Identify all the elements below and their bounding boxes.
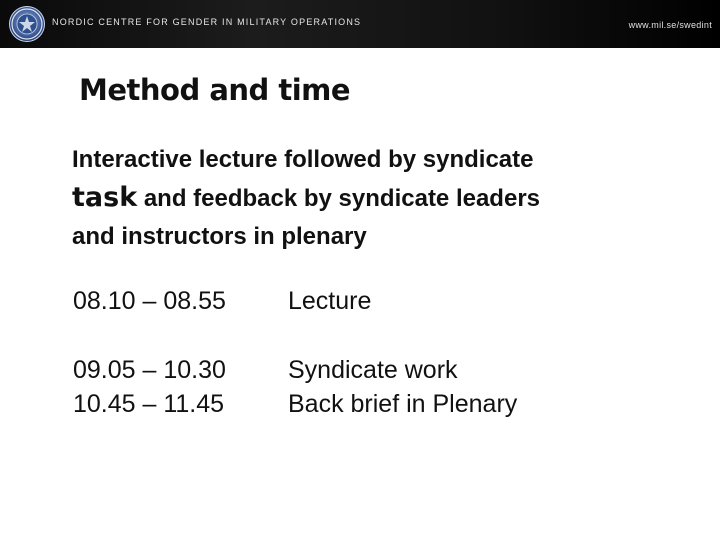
schedule-activity: Back brief in Plenary (288, 390, 518, 418)
intro-line-1: Interactive lecture followed by syndicate (72, 146, 534, 173)
schedule-time: 09.05 – 10.30 (73, 356, 226, 384)
page-title: Method and time (79, 73, 351, 107)
org-name: NORDIC CENTRE FOR GENDER IN MILITARY OPERATIONS (52, 17, 362, 27)
site-url[interactable]: www.mil.se/swedint (628, 20, 712, 30)
intro-emphasis: task (72, 182, 138, 213)
intro-line-2 (72, 179, 652, 218)
schedule-time: 08.10 – 08.55 (73, 287, 226, 315)
intro-line-3: and instructors in plenary (72, 223, 367, 250)
nordic-centre-emblem-icon (9, 6, 45, 42)
schedule-activity: Lecture (288, 287, 372, 315)
intro-text (72, 141, 652, 256)
header-bar (0, 0, 720, 48)
schedule-activity: Syndicate work (288, 356, 458, 384)
intro-line-2-rest: and feedback by syndicate leaders (143, 185, 541, 212)
schedule-time: 10.45 – 11.45 (73, 390, 225, 418)
